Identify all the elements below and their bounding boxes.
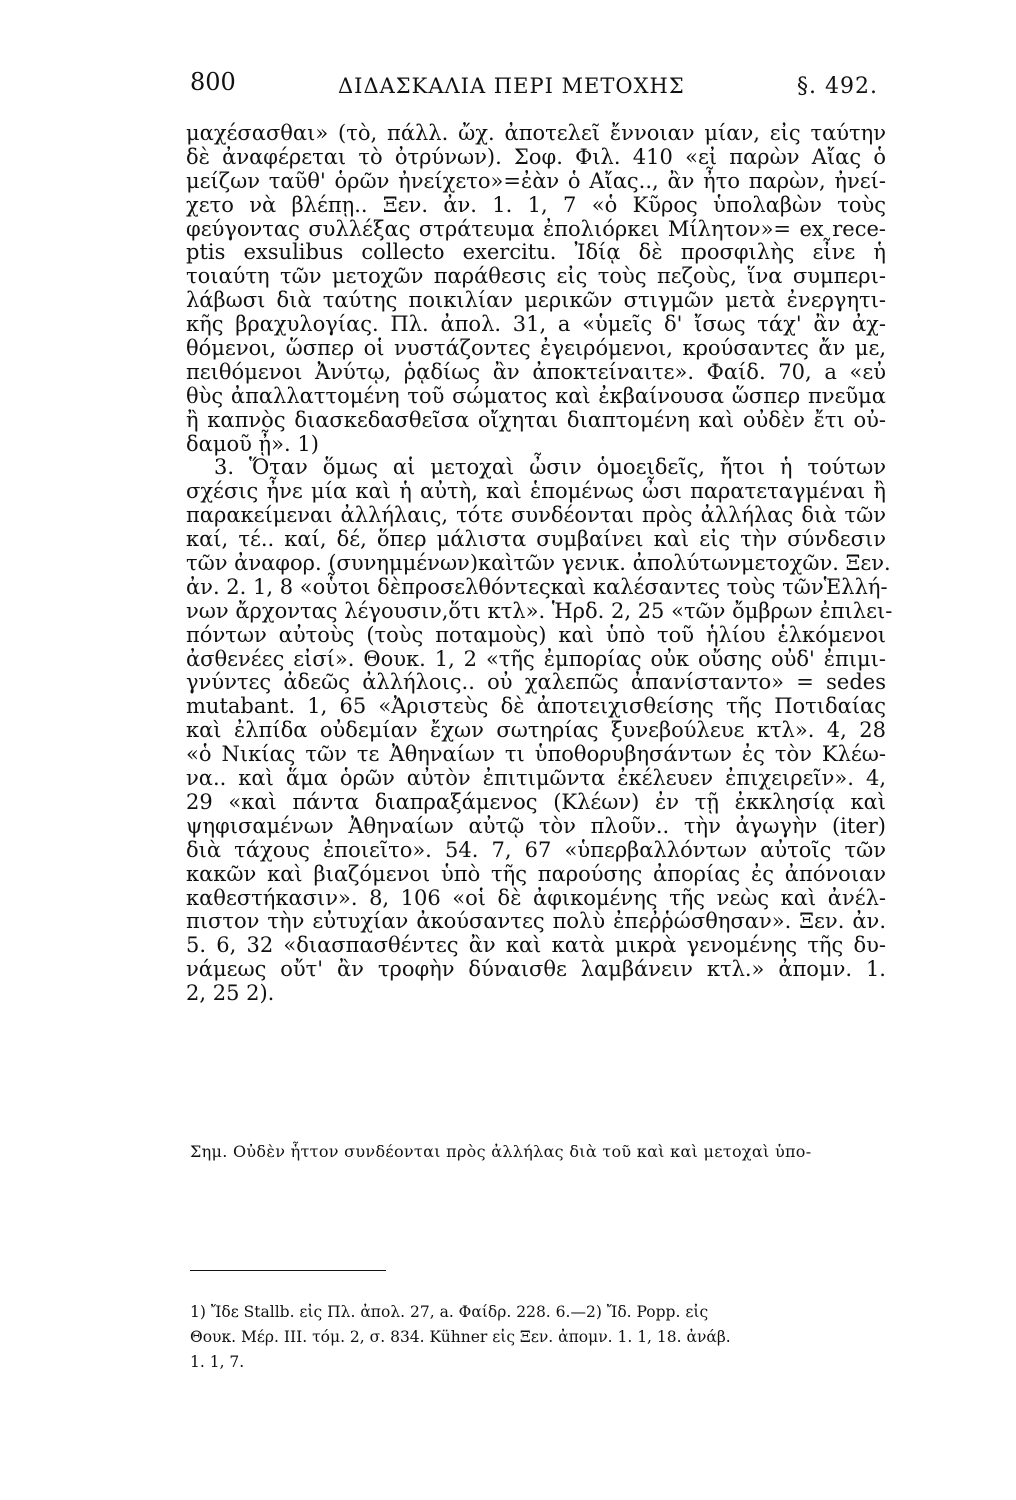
text-line: νων ἄρχοντας λέγουσιν,ὅτι κτλ». Ἡρδ. 2, 25 «τῶν ὄμβρων ἐπιλει- [186,598,893,623]
page-number: 800 [190,68,236,96]
footnote-separator [190,1270,386,1271]
text-line: θόμενοι, ὥσπερ οἱ νυστάζοντες ἐγειρόμενοι, κρούσαντες ἄν με, [186,336,886,361]
text-line: πόντων αὐτοὺς (τοὺς ποταμοὺς) καὶ ὑπὸ τοῦ ἡλίου ἑλκόμενοι [186,622,886,647]
footnotes [190,1300,880,1375]
text-line: τοιαύτη τῶν μετοχῶν παράθεσις εἰς τοὺς πεζοὺς, ἵνα συμπερι- [186,264,886,289]
page-header [190,68,880,108]
text-line: 5. 6, 32 «διασπασθέντες ἂν καὶ κατὰ μικρὰ γενομένης τῆς δυ- [186,933,886,958]
text-line: ptis exsulibus collecto exercitu. Ἰδίᾳ δὲ προσφιλὴς εἶνε ἡ [186,240,886,265]
body-text [186,121,893,1006]
text-line: 29 «καὶ πάντα διαπραξάμενος (Κλέων) ἐν τῇ ἐκκλησίᾳ καὶ [186,789,886,814]
text-line: κῆς βραχυλογίας. Πλ. ἀπολ. 31, a «ὑμεῖς δ' ἴσως τάχ' ἂν ἀχ- [186,312,886,337]
text-line: mutabant. 1, 65 «Ἀριστεὺς δὲ ἀποτειχισθείσης τῆς Ποτιδαίας [186,694,886,719]
text-line: θὺς ἀπαλλαττομένη τοῦ σώματος καὶ ἐκβαίνουσα ὥσπερ πνεῦμα [186,383,886,408]
text-line: κακῶν καὶ βιαζόμενοι ὑπὸ τῆς παρούσης ἀπορίας ἐς ἀπόνοιαν [186,861,886,886]
text-line: φεύγοντας συλλέξας στράτευμα ἐπολιόρκει Μίλητον»= ex rece- [186,216,886,241]
text-line: γνύντες ἀδεῶς ἀλλήλοις.. οὐ χαλεπῶς ἀπανίσταντο» = sedes [186,670,886,695]
text-line: διὰ τάχους ἐποιεῖτο». 54. 7, 67 «ὑπερβαλλόντων αὐτοῖς τῶν [186,837,886,862]
text-line: παρακείμεναι ἀλλήλαις, τότε συνδέονται πρὸς ἀλλήλας διὰ τῶν [186,503,886,528]
paragraph-start-line: 3. Ὅταν ὅμως αἱ μετοχαὶ ὦσιν ὁμοειδεῖς, ἤτοι ἡ τούτων [214,455,886,480]
text-line: πιστον τὴν εὐτυχίαν ἀκούσαντες πολὺ ἐπεῤῥώσθησαν». Ξεν. ἀν. [186,909,886,934]
text-line: τῶν ἀναφορ. (συνημμένων)καὶτῶν γενικ. ἀπολύτωνμετοχῶν. Ξεν. [186,551,891,576]
text-line: ἀσθενέες εἰσί». Θουκ. 1, 2 «τῆς ἐμπορίας οὐκ οὔσης οὐδ' ἐπιμι- [186,646,886,671]
text-line: πειθόμενοι Ἀνύτῳ, ῥᾳδίως ἂν ἀποκτείναιτε». Φαίδ. 70, a «εὐ [186,359,886,384]
footnote-line: 1) Ἴδε Stallb. εἰς Πλ. ἀπολ. 27, a. Φαίδρ. 228. 6.—2) Ἴδ. Popp. εἰς [190,1303,709,1321]
text-line: μαχέσασθαι» (τὸ, πάλλ. ὤχ. ἀποτελεῖ ἔννοιαν μίαν, εἰς ταύτην [186,121,886,145]
paragraph-end-line: 2, 25 2). [186,981,275,1006]
text-line: να.. καὶ ἅμα ὁρῶν αὐτὸν ἐπιτιμῶντα ἐκέλευεν ἐπιχειρεῖν». 4, [186,766,886,791]
text-line: καθεστήκασιν». 8, 106 «οἱ δὲ ἀφικομένης τῆς νεὼς καὶ ἀνέλ- [186,885,886,910]
note-text: Σημ. Οὐδὲν ἧττον συνδέονται πρὸς ἀλλήλας διὰ τοῦ καὶ καὶ μετοχαὶ ὑπο- [190,1142,812,1161]
note-remark [190,1142,880,1161]
paragraph-end-line: δαμοῦ ᾖ». 1) [186,431,319,456]
text-line: «ὁ Νικίας τῶν τε Ἀθηναίων τι ὑποθορυβησάντων ἐς τὸν Κλέω- [186,742,886,767]
running-title: ΔΙΔΑΣΚΑΛΙΑ ΠΕΡΙ ΜΕΤΟΧΗΣ [338,74,685,98]
text-line: λάβωσι διὰ ταύτης ποικιλίαν μερικῶν στιγμῶν μετὰ ἐνεργητι- [186,288,886,313]
text-line: καὶ ἐλπίδα οὐδεμίαν ἔχων σωτηρίας ξυνεβούλευε κτλ». 4, 28 [186,718,886,743]
text-line: νάμεως οὔτ' ἂν τροφὴν δύναισθε λαμβάνειν κτλ.» ἀπομν. 1. [186,957,886,982]
text-line: δὲ ἀναφέρεται τὸ ὀτρύνων). Σοφ. Φιλ. 410 «εἰ παρὼν Αἴας ὁ [186,144,886,169]
section-number: §. 492. [797,74,878,99]
footnote-line: 1. 1, 7. [190,1353,245,1371]
text-line: ψηφισαμένων Ἀθηναίων αὐτῷ τὸν πλοῦν.. τὴν ἀγωγὴν (iter) [186,813,886,838]
text-line: χετο νὰ βλέπῃ.. Ξεν. ἀν. 1. 1, 7 «ὁ Κῦρος ὑπολαβὼν τοὺς [186,192,886,217]
text-line: μείζων ταῦθ' ὁρῶν ἠνείχετο»=ἐὰν ὁ Αἴας.., ἂν ἦτο παρὼν, ἠνεί- [186,168,886,193]
text-line: καί, τέ.. καί, δέ, ὅπερ μάλιστα συμβαίνει καὶ εἰς τὴν σύνδεσιν [186,527,886,552]
text-line: ἀν. 2. 1, 8 «οὗτοι δὲπροσελθόντεςκαὶ καλέσαντες τοὺς τῶνἙλλή- [186,574,888,599]
text-line: ἢ καπνὸς διασκεδασθεῖσα οἴχηται διαπτομένη καὶ οὐδὲν ἔτι οὐ- [186,407,886,432]
text-line: σχέσις ἦνε μία καὶ ἡ αὐτὴ, καὶ ἑπομένως ὦσι παρατεταγμέναι ἢ [186,479,886,504]
footnote-line: Θουκ. Μέρ. III. τόμ. 2, σ. 834. Kühner εἰς Ξεν. ἀπομν. 1. 1, 18. ἀνάβ. [190,1328,731,1346]
